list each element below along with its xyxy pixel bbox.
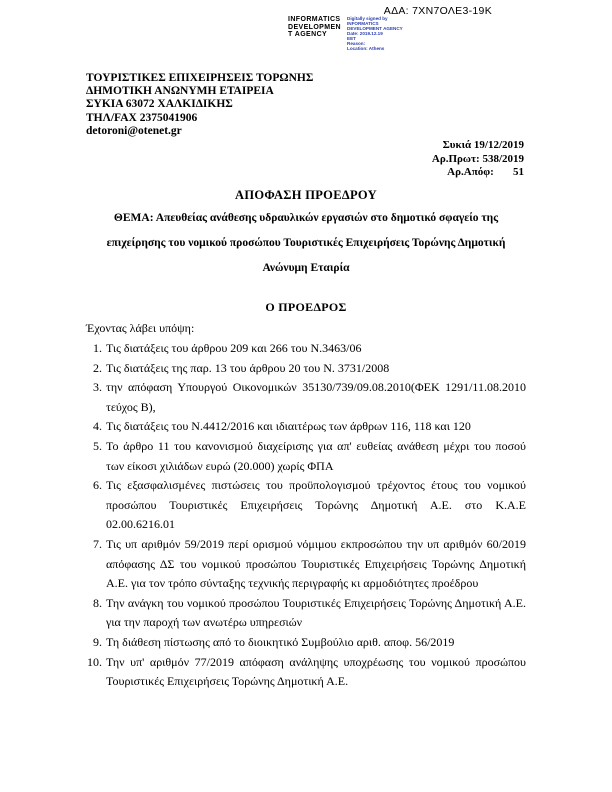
signature-details bbox=[347, 16, 403, 51]
meta-line: Συκιά 19/12/2019 bbox=[442, 139, 524, 151]
signature-detail-line: EET bbox=[347, 36, 356, 41]
letterhead-line: ΤΟΥΡΙΣΤΙΚΕΣ ΕΠΙΧΕΙΡΗΣΕΙΣ ΤΟΡΩΝΗΣ bbox=[86, 72, 314, 84]
list-item: 4. Τις διατάξεις του Ν.4412/2016 και ιδιαιτέρως των άρθρων 116, 118 και 120 bbox=[105, 417, 526, 437]
list-item: 5. Το άρθρο 11 του κανονισμού διαχείρισης για απ' ευθείας ανάθεση μέχρι του ποσού των είκοσι χιλιάδων ευρώ (20.000) χωρίς ΦΠΑ bbox=[105, 437, 526, 476]
list-item: 7. Τις υπ αριθμόν 59/2019 περί ορισμού νόμιμου εκπροσώπου την υπ αριθμόν 60/2019 απόφασης ΔΣ του νομικού προσώπου Τουριστικές Επιχειρήσεις Τορώνης Δημοτική Α.Ε. για τον τρόπο σύνταξης τεχνικής περιγραφής κι αρμοδιότητες προέδρου bbox=[105, 535, 526, 594]
signature-detail-line: Location: Athens bbox=[347, 46, 385, 51]
list-item: 3. την απόφαση Υπουργού Οικονομικών 35130/739/09.08.2010(ΦΕΚ 1291/11.08.2010 τεύχος Β), bbox=[105, 378, 526, 417]
signature-agency-name bbox=[288, 16, 341, 39]
signature-detail-line: Digitally signed by bbox=[347, 16, 388, 21]
signature-agency-line: T AGENCY bbox=[288, 31, 328, 38]
letterhead-line: ΔΗΜΟΤΙΚΗ ΑΝΩΝΥΜΗ ΕΤΑΙΡΕΙΑ bbox=[86, 85, 274, 98]
subject-text-line: ΘΕΜΑ: Απευθείας ανάθεσης υδραυλικών εργασιών στο δημοτικό σφαγείο της bbox=[113, 212, 499, 224]
signature-detail-line: DEVELOPMENT AGENCY bbox=[347, 26, 403, 31]
letterhead bbox=[86, 72, 313, 138]
letterhead-line: ΤΗΛ/FAX 2375041906 bbox=[86, 111, 198, 124]
document-title: ΑΠΟΦΑΣΗ ΠΡΟΕΔΡΟΥ bbox=[235, 188, 377, 202]
signature-agency-line: DEVELOPMEN bbox=[288, 23, 342, 31]
intro-text: Έχοντας λάβει υπόψη: bbox=[86, 321, 195, 335]
list-item: 1. Τις διατάξεις του άρθρου 209 και 266 του Ν.3463/06 bbox=[105, 339, 526, 359]
list-item: 6. Τις εξασφαλισμένες πιστώσεις του προϋπολογισμού τρέχοντος έτους του νομικού προσώπου Τουριστικές Επιχειρήσεις Τορώνης Δημοτική Α.Ε. στο Κ.Α.Ε 02.00.6216.01 bbox=[105, 476, 526, 535]
section-heading: Ο ΠΡΟΕΔΡΟΣ bbox=[265, 300, 347, 314]
list-item: 9. Τη διάθεση πίστωσης από το διοικητικό Συμβούλιο αριθ. αποφ. 56/2019 bbox=[105, 633, 526, 653]
signature-detail-line: Reason: bbox=[347, 41, 366, 46]
digital-signature-stamp bbox=[288, 16, 403, 51]
list-item: 8. Την ανάγκη του νομικού προσώπου Τουριστικές Επιχειρήσεις Τορώνης Δημοτική Α.Ε. για την παροχή των ανωτέρω υπηρεσιών bbox=[105, 594, 526, 633]
subject-text-line: Ανώνυμη Εταιρία bbox=[262, 262, 350, 274]
ada-code: ΑΔΑ: 7ΧΝ7ΟΛΕ3-19Κ bbox=[383, 5, 492, 17]
signature-detail-line: Date: 2019.12.19 bbox=[347, 31, 383, 36]
considerations-list bbox=[86, 339, 526, 692]
document-meta bbox=[432, 139, 524, 180]
considerations-list-container bbox=[86, 339, 526, 692]
subject-line bbox=[61, 206, 551, 281]
meta-line: Αρ.Πρωτ: 538/2019 bbox=[431, 152, 524, 165]
list-item: 10. Την υπ' αριθμόν 77/2019 απόφαση ανάληψης υποχρέωσης του νομικού προσώπου Τουριστικές Επιχειρήσεις Τορώνης Δημοτική Α.Ε. bbox=[105, 653, 526, 692]
signature-agency-line: INFORMATICS bbox=[288, 16, 341, 23]
meta-line: Αρ.Απόφ: 51 bbox=[447, 166, 524, 178]
subject-text-line: επιχείρησης του νομικού προσώπου Τουριστικές Επιχειρήσεις Τορώνης Δημοτική bbox=[106, 237, 506, 249]
list-item: 2. Τις διατάξεις της παρ. 13 του άρθρου 20 του Ν. 3731/2008 bbox=[105, 359, 526, 379]
letterhead-line: detoroni@otenet.gr bbox=[86, 124, 182, 137]
letterhead-line: ΣΥΚΙΑ 63072 ΧΑΛΚΙΔΙΚΗΣ bbox=[86, 98, 233, 111]
signature-detail-line: INFORMATICS bbox=[347, 21, 379, 26]
